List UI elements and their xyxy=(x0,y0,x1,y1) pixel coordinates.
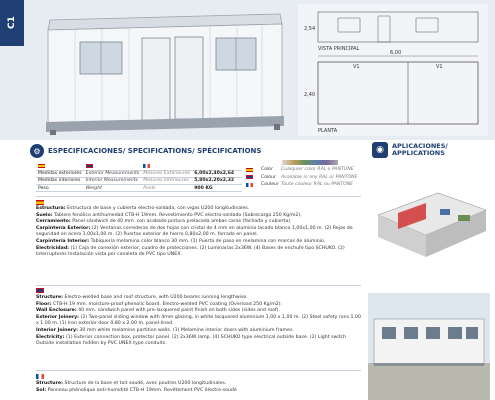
color-row: Color Cualquier color RAL o PANTONE xyxy=(246,166,364,174)
english-specs: Structure: Electro-welded base and roof structure, with U200 beams running lengthwise. Floor: CTB-H 19 mm. moisture-proof phenolic board. Electro-welded PVC coating (Overload 250 Kg/m2). Wall Enclosure: 40 mm. sandwich panel with pre-lacquered paint finish on both sides (sides and roof). Exterior Joinery: (2) Two-panel sliding window with 4mm glazing, in white lacquered aluminium 1,00 x 1,00 m. (2) Steel safety rons 1.00 x 1.00 m. (1) Iron exterior door 0.80 x 2.00 m. panel-lined. Interior Joinery: 30 mm white melamine partition walls. (1) Melamine interior doors with aluminium frames. Electricity: (1) Exterior connection box, protector panel. (2) 2x36W lamp. (4) SCHUKO type electrical outside base. (2) Light switch Outside installation hidden by PVC UNEX type conduits. xyxy=(36,295,361,347)
table-row: Medidas interiores Interior Measurements Mesures Intérieures 5,80x2,20x2,32 xyxy=(36,177,242,184)
spanish-specs: Estructura: Estructura de base y cubierta electro-soldada, con vigas U200 longitudinales. Suelo: Tablero fenólico antihumedad CTB-H 19mm. Revestimiento PVC electro-soldado (Sobrecarga 250 Kg/m2). Cerramiento: Panel sándwich de 40 mm. con acabado pintura prelacada ambas caras (fachada y cubierta). Carpintería Exterior: (2) Ventanas correderas de dos hojas con cristal de 4 mm en aluminio lacado blanco 1,00x1,00 m. (2) Rejas de seguridad en acero 1,00x1,00 m. (2) Puertas exterior de hierro 0,80x2,00 m. forrada en panel. Carpintería Interior: Tabiquería melamina color blanco 30 mm. (1) Puerta de paso en melamina con marcos de aluminio. Electricidad: (1) Caja de conexión exterior, cuadro de protecciones. (2) Luminarias 2x36W. (4) Bases de enchufe tipo SCHUKO. (2) Interruptores Instalación vista por canaleta de PVC tipo UNEX. xyxy=(36,206,353,258)
france-flag-icon xyxy=(143,164,150,168)
plan-label: PLANTA xyxy=(318,128,338,134)
colors-block xyxy=(246,166,364,189)
france-flag-icon xyxy=(36,374,44,379)
specs-header xyxy=(30,143,350,159)
spain-flag-icon xyxy=(38,164,45,168)
product-header-band xyxy=(0,0,495,140)
spain-flag-icon xyxy=(36,200,44,205)
dim-height-bottom: 2,40 xyxy=(304,92,316,98)
spain-flag-icon xyxy=(246,168,253,172)
divider xyxy=(36,196,361,197)
interior-render-image xyxy=(368,165,490,280)
color-row: Colour Available in any RAL or PANTONE xyxy=(246,174,364,182)
uk-flag-icon xyxy=(86,164,93,168)
applications-header xyxy=(372,140,487,160)
color-swatch-bar xyxy=(282,160,338,165)
camera-icon: ◉ xyxy=(372,142,388,158)
divider xyxy=(36,370,361,371)
module-photo xyxy=(30,8,290,136)
measures-table xyxy=(36,163,242,192)
table-row xyxy=(36,163,242,170)
uk-flag-icon xyxy=(246,175,253,179)
applications-title: APLICACIONES/ APPLICATIONS xyxy=(392,141,448,157)
french-specs: Structure: Structure de la base et toit soudé, avec poutres U200 longitudinales. Sol: Panneau phénolique anti-humidité CTB-H 19mm. Revêtement PVC électro-soudé xyxy=(36,381,237,393)
technical-drawing xyxy=(298,4,488,136)
table-row: Peso Weight Poids 900 KG xyxy=(36,185,242,192)
v-label-1: V1 xyxy=(353,64,360,70)
v-label-2: V1 xyxy=(436,64,443,70)
product-code-tab: C1 xyxy=(0,0,24,46)
dim-height-top: 2,54 xyxy=(304,26,316,32)
view-label: VISTA PRINCIPAL xyxy=(318,46,360,52)
divider xyxy=(36,285,361,286)
table-row: Medidas exteriores Exterior Measurements Mesures Extérieures 6,00x2,40x2,64 xyxy=(36,170,242,177)
specs-title: ESPECIFICACIONES/ SPECIFICATIONS/ SPÉCIFICATIONS xyxy=(48,147,262,155)
france-flag-icon xyxy=(246,183,253,187)
gear-icon: ⚙ xyxy=(30,144,44,158)
uk-flag-icon xyxy=(36,288,44,293)
color-row: Couleur Toute couleur RAL ou PANTONE xyxy=(246,181,364,189)
dim-width: 6,00 xyxy=(390,50,402,56)
exterior-photo-image xyxy=(368,293,490,400)
